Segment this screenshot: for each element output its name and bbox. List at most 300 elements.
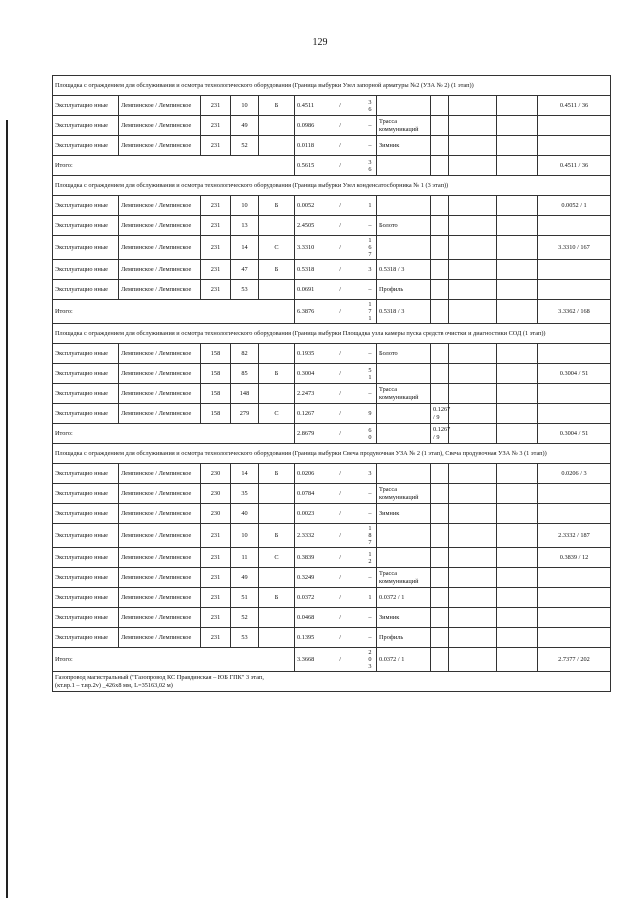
stack-digit: 0: [368, 656, 372, 663]
col-10-cell: [497, 484, 538, 504]
area-stack: [366, 525, 374, 546]
timber-volume-cell: [538, 280, 611, 300]
kvartal-cell: 231: [201, 628, 231, 648]
total-area-slash: /: [339, 307, 342, 315]
kvartal-cell: 230: [201, 464, 231, 484]
col-8-cell: 0.1267 / 9: [431, 404, 449, 424]
area-slash: /: [339, 285, 342, 293]
category-cell: Эксплуатацио нные: [53, 524, 119, 548]
forestry-cell: Лемпинское / Лемпинское: [119, 588, 201, 608]
area-slash: /: [339, 409, 342, 417]
area-value: 2.2473: [297, 389, 315, 397]
timber-volume-cell: 0.0052 / 1: [538, 196, 611, 216]
margin-rule: [6, 120, 8, 898]
col-8-cell: [431, 608, 449, 628]
table-row: [53, 568, 611, 588]
total-timber-volume: 2.7377 / 202: [538, 648, 611, 672]
col-8-cell: [431, 96, 449, 116]
timber-volume-cell: [538, 260, 611, 280]
area-slash: /: [339, 265, 342, 273]
area-stack: [366, 634, 374, 641]
table-row: [53, 464, 611, 484]
area-value: 0.0691: [297, 285, 315, 293]
col-8-cell: [431, 196, 449, 216]
forestry-cell: Лемпинское / Лемпинское: [119, 116, 201, 136]
forestry-cell: Лемпинское / Лемпинское: [119, 384, 201, 404]
section-header-row: [53, 176, 611, 196]
col-10-cell: [497, 568, 538, 588]
total-col-8: [431, 156, 449, 176]
stack-digit: –: [368, 490, 372, 497]
total-col-7: 0.5318 / 3: [377, 300, 431, 324]
area-stack: [366, 510, 374, 517]
area-slash: /: [339, 101, 341, 109]
area-slash: /: [339, 121, 342, 129]
total-col-7: [377, 424, 431, 444]
col-7-cell: Болото: [377, 216, 431, 236]
area-slash: /: [339, 553, 342, 561]
kvartal-cell: 231: [201, 568, 231, 588]
category-cell: Эксплуатацио нные: [53, 216, 119, 236]
timber-volume-cell: [538, 116, 611, 136]
category-cell: Эксплуатацио нные: [53, 384, 119, 404]
stack-digit: 2: [368, 649, 372, 656]
col-10-cell: [497, 588, 538, 608]
col-10-cell: [497, 364, 538, 384]
col-8-cell: [431, 280, 449, 300]
category-cell: Эксплуатацио нные: [53, 504, 119, 524]
col-9-cell: [449, 404, 497, 424]
group-cell: [259, 280, 295, 300]
stack-digit: 6: [368, 426, 372, 434]
area-stack: [366, 350, 374, 357]
col-7-cell: [377, 96, 431, 116]
vydel-cell: 148: [231, 384, 259, 404]
forestry-cell: Лемпинское / Лемпинское: [119, 524, 201, 548]
footer-line-2: (кт.вр.1 – т.вр.2v) _426х8 мм, L=35163,02 м): [55, 681, 173, 689]
stack-digit: –: [368, 350, 372, 357]
col-7-cell: [377, 464, 431, 484]
timber-volume-cell: 0.4511 / 36: [538, 96, 611, 116]
col-10-cell: [497, 96, 538, 116]
timber-volume-cell: [538, 384, 611, 404]
col-10-cell: [497, 344, 538, 364]
vydel-cell: 51: [231, 588, 259, 608]
timber-volume-cell: [538, 484, 611, 504]
timber-volume-cell: [538, 404, 611, 424]
group-cell: Б: [259, 464, 295, 484]
kvartal-cell: 231: [201, 588, 231, 608]
category-cell: Эксплуатацио нные: [53, 608, 119, 628]
stack-digit: 7: [368, 308, 372, 315]
col-8-cell: [431, 524, 449, 548]
col-7-cell: Трасса коммуникаций: [377, 484, 431, 504]
category-cell: Эксплуатацио нные: [53, 364, 119, 384]
group-cell: Б: [259, 196, 295, 216]
col-10-cell: [497, 236, 538, 260]
vydel-cell: 52: [231, 136, 259, 156]
timber-volume-cell: 2.3332 / 187: [538, 524, 611, 548]
forestry-cell: Лемпинское / Лемпинское: [119, 364, 201, 384]
group-cell: Б: [259, 260, 295, 280]
total-area-cell: [295, 424, 377, 444]
stack-digit: 3: [368, 663, 372, 670]
category-cell: Эксплуатацио нные: [53, 588, 119, 608]
category-cell: Эксплуатацио нные: [53, 280, 119, 300]
col-10-cell: [497, 504, 538, 524]
category-cell: Эксплуатацио нные: [53, 236, 119, 260]
col-8-cell: [431, 464, 449, 484]
total-col-8: [431, 300, 449, 324]
total-col-10: [497, 156, 538, 176]
kvartal-cell: 230: [201, 504, 231, 524]
col-10-cell: [497, 216, 538, 236]
area-cell: [295, 216, 377, 236]
footer-row: [53, 672, 611, 692]
col-10-cell: [497, 196, 538, 216]
vydel-cell: 14: [231, 464, 259, 484]
area-cell: [295, 404, 377, 424]
vydel-cell: 52: [231, 608, 259, 628]
area-slash: /: [339, 201, 342, 209]
area-stack: [366, 237, 374, 258]
stack-digit: 1: [368, 315, 372, 322]
col-8-cell: [431, 568, 449, 588]
section-header-row: [53, 444, 611, 464]
col-7-cell: Трасса коммуникаций: [377, 568, 431, 588]
area-stack: [366, 367, 374, 381]
category-cell: Эксплуатацио нные: [53, 260, 119, 280]
area-stack: [366, 286, 374, 293]
area-stack: [366, 551, 374, 565]
area-stack: [366, 390, 374, 397]
total-col-9: [449, 424, 497, 444]
vydel-cell: 40: [231, 504, 259, 524]
table-row: [53, 608, 611, 628]
stack-digit: –: [368, 510, 372, 517]
area-value: 3.3310: [297, 243, 315, 251]
group-cell: Б: [259, 524, 295, 548]
area-cell: [295, 464, 377, 484]
category-cell: Эксплуатацио нные: [53, 484, 119, 504]
vydel-cell: 53: [231, 628, 259, 648]
total-row: [53, 424, 611, 444]
stack-digit: –: [368, 142, 372, 149]
group-cell: [259, 608, 295, 628]
vydel-cell: 47: [231, 260, 259, 280]
total-col-8: 0.1267 / 9: [431, 424, 449, 444]
area-cell: [295, 280, 377, 300]
area-value: 2.3332: [297, 531, 315, 539]
col-8-cell: [431, 260, 449, 280]
stack-digit: 3: [368, 470, 372, 477]
table-row: [53, 136, 611, 156]
area-cell: [295, 344, 377, 364]
area-cell: [295, 484, 377, 504]
area-cell: [295, 504, 377, 524]
col-9-cell: [449, 568, 497, 588]
col-8-cell: [431, 588, 449, 608]
vydel-cell: 49: [231, 116, 259, 136]
col-7-cell: Профиль: [377, 280, 431, 300]
col-7-cell: [377, 236, 431, 260]
table-row: [53, 404, 611, 424]
group-cell: С: [259, 404, 295, 424]
total-label: Итого:: [53, 300, 295, 324]
stack-digit: –: [368, 122, 372, 129]
timber-volume-cell: [538, 608, 611, 628]
col-7-cell: Трасса коммуникаций: [377, 384, 431, 404]
total-col-10: [497, 424, 538, 444]
total-label: Итого:: [53, 648, 295, 672]
kvartal-cell: 230: [201, 484, 231, 504]
category-cell: Эксплуатацио нные: [53, 136, 119, 156]
area-value: 0.1935: [297, 349, 315, 357]
kvartal-cell: 158: [201, 344, 231, 364]
col-9-cell: [449, 608, 497, 628]
table-row: [53, 196, 611, 216]
vydel-cell: 82: [231, 344, 259, 364]
col-7-cell: [377, 364, 431, 384]
group-cell: С: [259, 548, 295, 568]
kvartal-cell: 231: [201, 236, 231, 260]
table-row: [53, 524, 611, 548]
total-area-stack: [366, 649, 374, 670]
area-slash: /: [339, 593, 342, 601]
col-8-cell: [431, 384, 449, 404]
col-9-cell: [449, 216, 497, 236]
stack-digit: 1: [368, 301, 372, 308]
section-title: Площадка с ограждением для обслуживания и осмотра технологического оборудования (Граница выбурки Площадка узла камеры пуска средств очистки и диагностики СОД (1 этап)): [53, 324, 611, 344]
area-cell: [295, 568, 377, 588]
col-9-cell: [449, 548, 497, 568]
total-area-stack: [366, 427, 374, 441]
table-body: [53, 76, 611, 692]
section-title: Площадка с ограждением для обслуживания и осмотра технологического оборудования (Граница выбурки Узел конденсатосборника № 1 (3 этап)): [53, 176, 611, 196]
col-10-cell: [497, 548, 538, 568]
area-value: 0.0784: [297, 489, 315, 497]
total-area-slash: /: [339, 161, 342, 169]
group-cell: Б: [259, 96, 295, 116]
col-9-cell: [449, 504, 497, 524]
col-10-cell: [497, 384, 538, 404]
area-cell: [295, 364, 377, 384]
area-value: 0.0206: [297, 469, 315, 477]
table-row: [53, 96, 611, 116]
area-cell: [295, 260, 377, 280]
total-area-value: 0.5615: [297, 161, 315, 169]
forestry-cell: Лемпинское / Лемпинское: [119, 196, 201, 216]
area-cell: [295, 608, 377, 628]
total-area-value: 6.3876: [297, 307, 315, 315]
category-cell: Эксплуатацио нные: [53, 96, 119, 116]
area-cell: [295, 196, 377, 216]
total-area-value: 2.8679: [297, 429, 315, 437]
total-area-cell: [295, 300, 377, 324]
forestry-cell: Лемпинское / Лемпинское: [119, 504, 201, 524]
forest-plot-table: [52, 75, 611, 692]
area-cell: [295, 136, 377, 156]
forestry-cell: Лемпинское / Лемпинское: [119, 548, 201, 568]
col-9-cell: [449, 136, 497, 156]
stack-digit: 6: [368, 244, 372, 251]
area-stack: [366, 266, 374, 273]
col-10-cell: [497, 260, 538, 280]
total-label: Итого:: [53, 424, 295, 444]
col-8-cell: [431, 504, 449, 524]
col-10-cell: [497, 628, 538, 648]
col-8-cell: [431, 484, 449, 504]
total-area-cell: [295, 156, 377, 176]
col-9-cell: [449, 260, 497, 280]
total-area-cell: [295, 648, 377, 672]
col-7-cell: [377, 196, 431, 216]
col-9-cell: [449, 96, 497, 116]
vydel-cell: 35: [231, 484, 259, 504]
forestry-cell: Лемпинское / Лемпинское: [119, 464, 201, 484]
total-col-10: [497, 300, 538, 324]
section-title: Площадка с ограждением для обслуживания и осмотра технологического оборудования (Граница выбурки Узел запорной арматуры №2 (УЗА № 2) (1 этап)): [53, 76, 611, 96]
area-stack: [366, 614, 374, 621]
col-9-cell: [449, 116, 497, 136]
category-cell: Эксплуатацио нные: [53, 116, 119, 136]
area-slash: /: [339, 221, 342, 229]
col-8-cell: [431, 344, 449, 364]
kvartal-cell: 158: [201, 364, 231, 384]
area-value: 2.4505: [297, 221, 315, 229]
stack-digit: 7: [368, 539, 372, 546]
vydel-cell: 49: [231, 568, 259, 588]
stack-digit: –: [368, 390, 372, 397]
group-cell: [259, 116, 295, 136]
group-cell: [259, 504, 295, 524]
forestry-cell: Лемпинское / Лемпинское: [119, 344, 201, 364]
timber-volume-cell: 0.3839 / 12: [538, 548, 611, 568]
stack-digit: –: [368, 634, 372, 641]
forestry-cell: Лемпинское / Лемпинское: [119, 236, 201, 260]
vydel-cell: 11: [231, 548, 259, 568]
total-row: [53, 156, 611, 176]
total-timber-volume: 3.3362 / 168: [538, 300, 611, 324]
category-cell: Эксплуатацио нные: [53, 568, 119, 588]
area-value: 0.0986: [297, 121, 315, 129]
stack-digit: 1: [368, 525, 372, 532]
col-10-cell: [497, 116, 538, 136]
forestry-cell: Лемпинское / Лемпинское: [119, 216, 201, 236]
vydel-cell: 14: [231, 236, 259, 260]
stack-digit: 9: [368, 410, 372, 417]
area-slash: /: [339, 389, 342, 397]
stack-digit: –: [368, 614, 372, 621]
stack-digit: 2: [368, 557, 372, 565]
kvartal-cell: 231: [201, 216, 231, 236]
total-col-9: [449, 648, 497, 672]
kvartal-cell: 231: [201, 524, 231, 548]
table-row: [53, 588, 611, 608]
vydel-cell: 53: [231, 280, 259, 300]
area-cell: [295, 628, 377, 648]
table-row: [53, 364, 611, 384]
table-row: [53, 116, 611, 136]
table-row: [53, 504, 611, 524]
vydel-cell: 10: [231, 196, 259, 216]
table-row: [53, 216, 611, 236]
footer-cell: [53, 672, 611, 692]
col-7-cell: 0.5318 / 3: [377, 260, 431, 280]
table-row: [53, 384, 611, 404]
kvartal-cell: 231: [201, 96, 231, 116]
stack-digit: –: [368, 222, 372, 229]
stack-digit: –: [368, 286, 372, 293]
timber-volume-cell: [538, 588, 611, 608]
total-timber-volume: 0.3004 / 51: [538, 424, 611, 444]
table-row: [53, 628, 611, 648]
group-cell: Б: [259, 588, 295, 608]
kvartal-cell: 158: [201, 404, 231, 424]
col-7-cell: Болото: [377, 344, 431, 364]
stack-digit: 6: [368, 165, 372, 173]
total-area-stack: [366, 301, 374, 322]
area-value: 0.1267: [297, 409, 315, 417]
forestry-cell: Лемпинское / Лемпинское: [119, 608, 201, 628]
col-8-cell: [431, 364, 449, 384]
col-7-cell: 0.0372 / 1: [377, 588, 431, 608]
area-cell: [295, 116, 377, 136]
area-value: 0.1395: [297, 633, 315, 641]
total-area-slash: /: [339, 655, 342, 663]
area-stack: [366, 410, 374, 417]
area-cell: [295, 236, 377, 260]
area-cell: [295, 96, 377, 116]
col-8-cell: [431, 116, 449, 136]
stack-digit: 5: [368, 366, 372, 374]
total-area-value: 3.3668: [297, 655, 315, 663]
col-7-cell: [377, 404, 431, 424]
area-value: 0.4511: [297, 101, 315, 109]
kvartal-cell: 231: [201, 116, 231, 136]
group-cell: [259, 568, 295, 588]
area-stack: [366, 594, 374, 601]
category-cell: Эксплуатацио нные: [53, 404, 119, 424]
area-slash: /: [339, 509, 342, 517]
forestry-cell: Лемпинское / Лемпинское: [119, 628, 201, 648]
vydel-cell: 85: [231, 364, 259, 384]
area-slash: /: [339, 489, 342, 497]
area-slash: /: [339, 141, 341, 149]
forestry-cell: Лемпинское / Лемпинское: [119, 484, 201, 504]
col-10-cell: [497, 136, 538, 156]
stack-digit: 1: [368, 237, 372, 244]
col-7-cell: Профиль: [377, 628, 431, 648]
area-slash: /: [339, 531, 342, 539]
col-9-cell: [449, 280, 497, 300]
col-9-cell: [449, 384, 497, 404]
timber-volume-cell: 0.3004 / 51: [538, 364, 611, 384]
col-7-cell: Трасса коммуникаций: [377, 116, 431, 136]
stack-digit: –: [368, 574, 372, 581]
area-stack: [366, 122, 374, 129]
total-col-7: 0.0372 / 1: [377, 648, 431, 672]
area-value: 0.0023: [297, 509, 315, 517]
total-label: Итого:: [53, 156, 295, 176]
group-cell: С: [259, 236, 295, 260]
area-stack: [366, 202, 374, 209]
area-value: 0.5318: [297, 265, 315, 273]
col-10-cell: [497, 524, 538, 548]
col-9-cell: [449, 464, 497, 484]
total-timber-volume: 0.4511 / 36: [538, 156, 611, 176]
timber-volume-cell: 3.3310 / 167: [538, 236, 611, 260]
